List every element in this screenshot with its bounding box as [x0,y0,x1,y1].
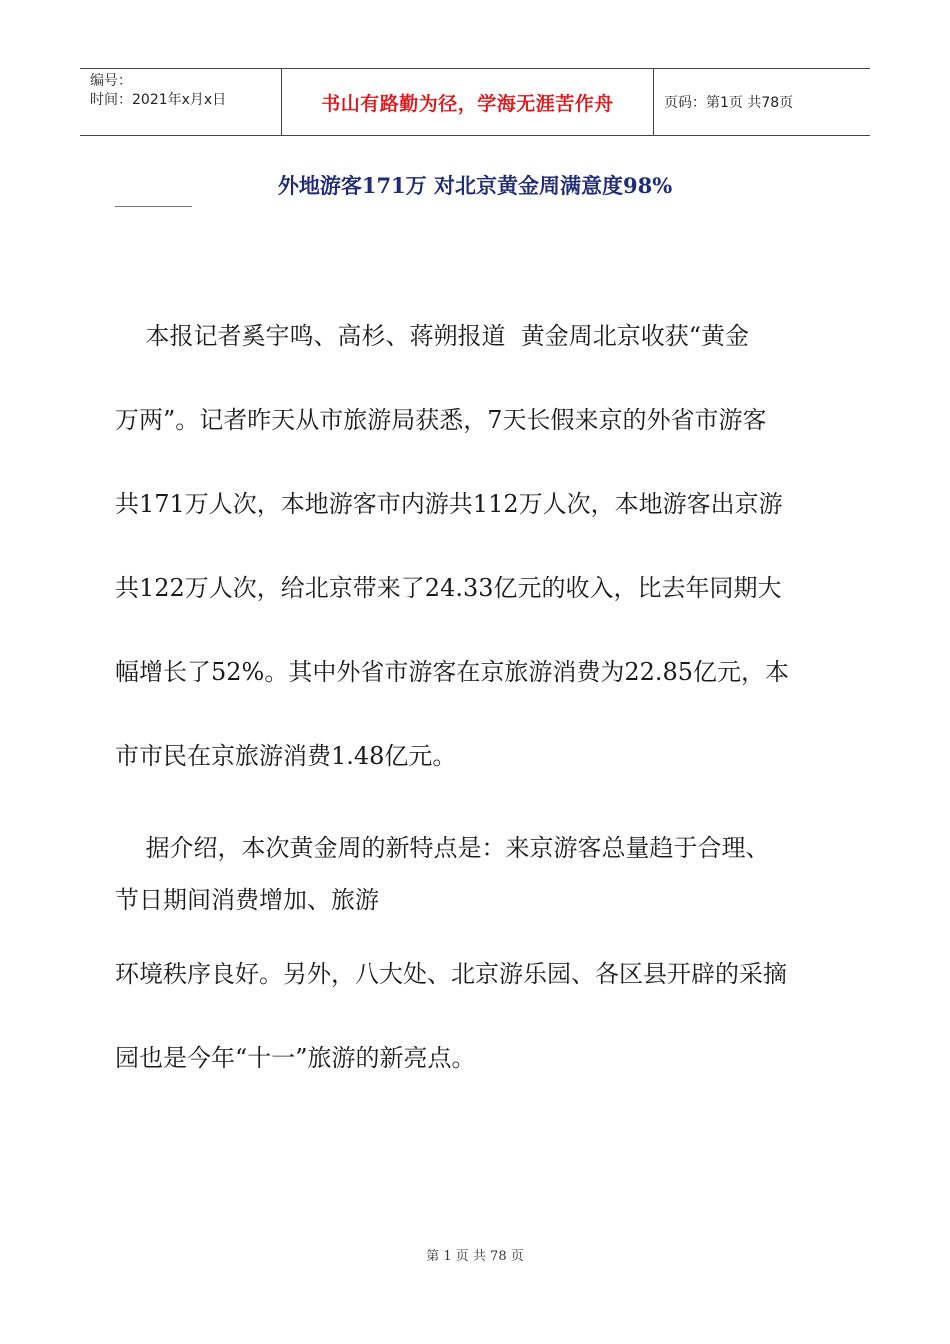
body-line: 共122万人次，给北京带来了24.33亿元的收入，比去年同期大 [115,574,782,602]
body-line: 万两”。记者昨天从市旅游局获悉，7天长假来京的外省市游客 [115,406,767,434]
header-page-info: 页码：第1页 共78页 [664,95,794,111]
time-label: 时间：2021年x月x日 [90,92,227,108]
header-motto: 书山有路勤为径，学海无涯苦作舟 [281,69,654,135]
body-line: 市市民在京旅游消费1.48亿元。 [115,742,457,770]
body-line: 本报记者奚宇鸣、高杉、蒋朔报道 黄金周北京收获“黄金 [115,322,750,350]
body-line: 据介绍，本次黄金周的新特点是：来京游客总量趋于合理、 [115,834,770,862]
body-line: 环境秩序良好。另外，八大处、北京游乐园、各区县开辟的采摘 [115,960,787,988]
body-line: 节日期间消费增加、旅游 [115,886,379,914]
body-line: 共171万人次，本地游客市内游共112万人次，本地游客出京游 [115,490,783,518]
body-line: 幅增长了52%。其中外省市游客在京旅游消费为22.85亿元，本 [115,658,790,686]
document-header [80,68,870,136]
body-line: 园也是今年“十一”旅游的新亮点。 [115,1044,476,1072]
number-label: 编号： [90,73,132,89]
header-meta [80,69,281,135]
title-underline [115,206,192,207]
article-title: 外地游客171万 对北京黄金周满意度98% [277,173,673,198]
page-footer: 第 1 页 共 78 页 [426,1249,524,1264]
